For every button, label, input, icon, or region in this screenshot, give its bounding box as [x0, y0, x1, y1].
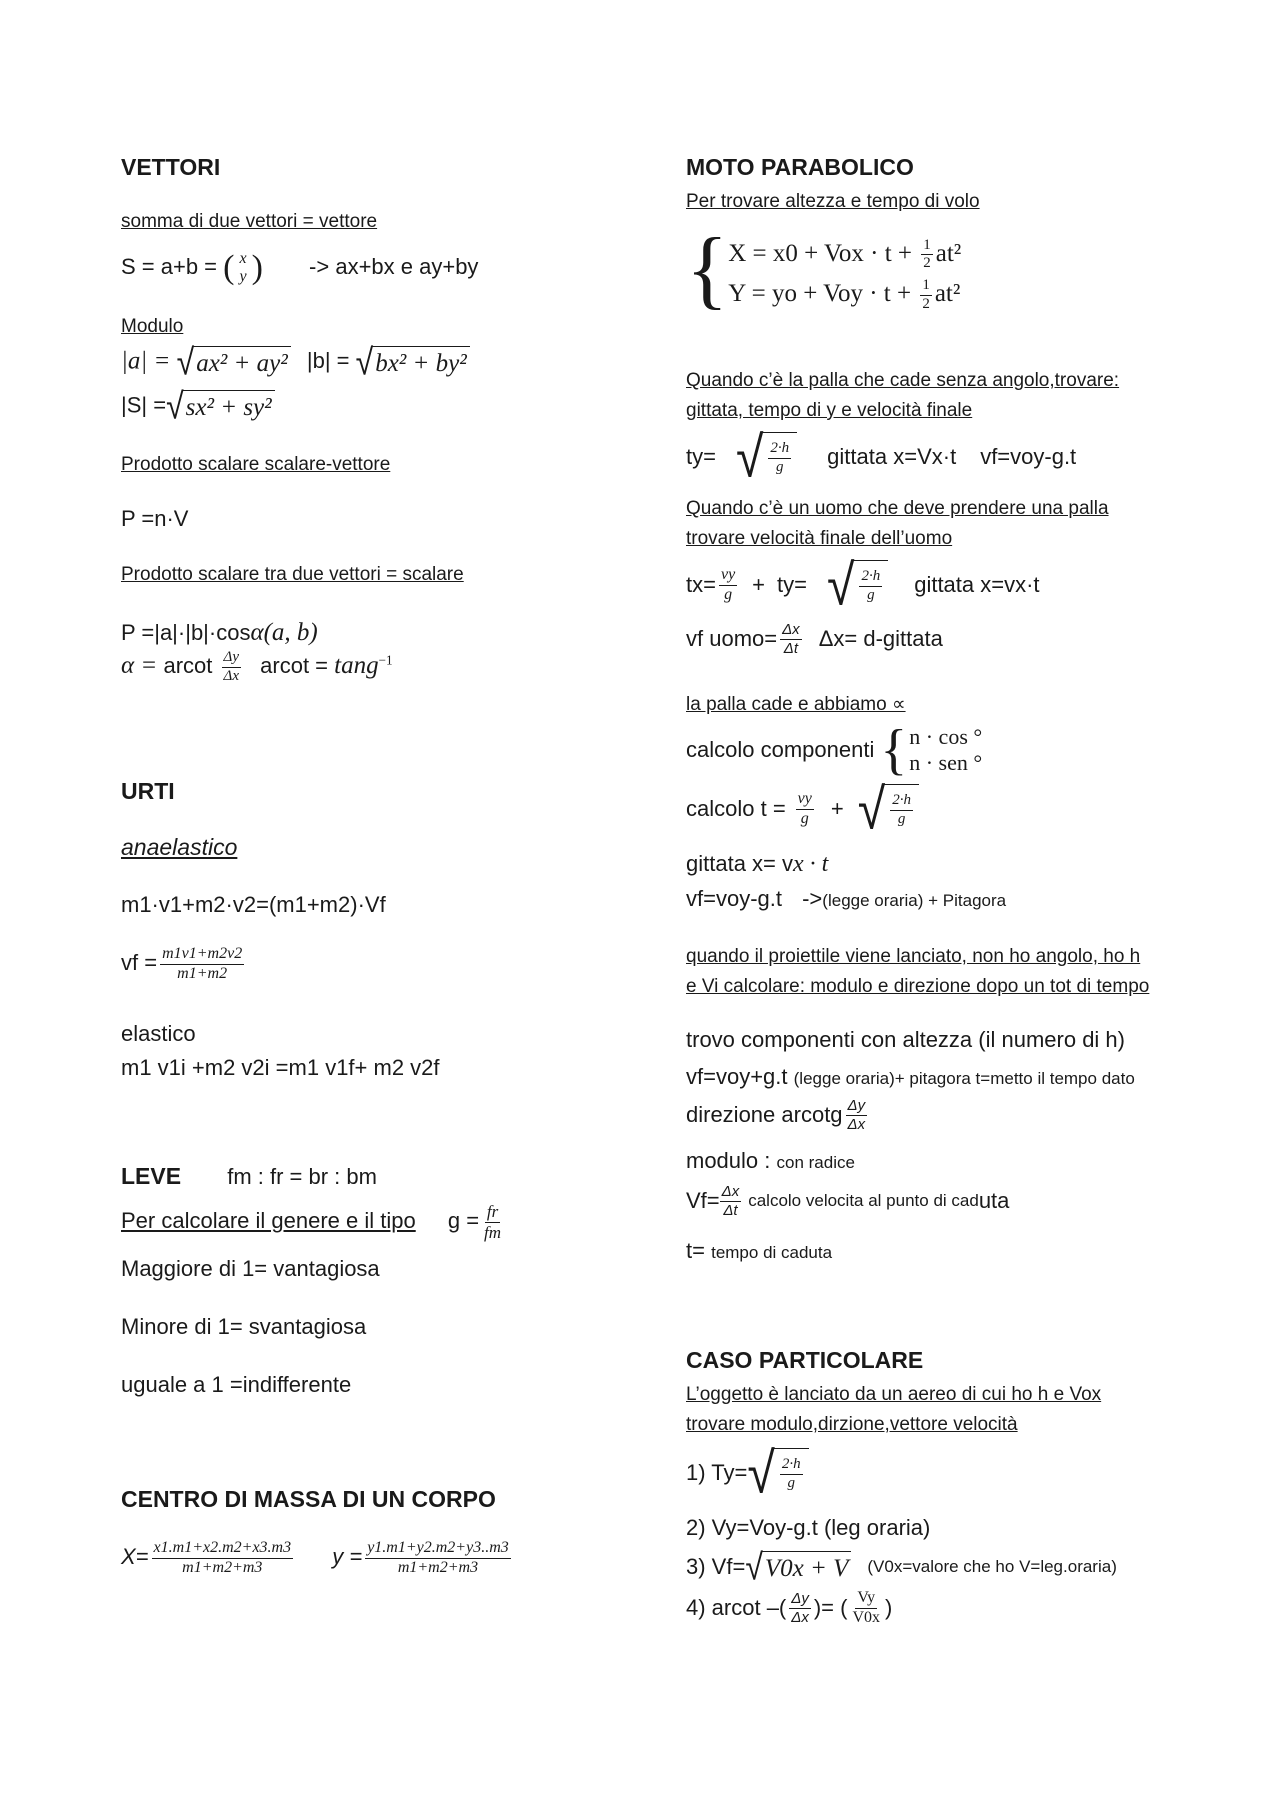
- moto-system: [686, 221, 962, 318]
- alpha-den: Δx: [223, 667, 240, 684]
- mod-a: |a| =: [121, 347, 177, 375]
- vf-frac: [160, 946, 244, 983]
- mod-s-rad-body: sx² + sy²: [183, 390, 275, 423]
- nsen: n · sen °: [909, 750, 983, 775]
- caso-s4: [686, 1590, 892, 1627]
- system-brace: {: [686, 221, 729, 318]
- s4-den2: V0x: [852, 1608, 881, 1626]
- moto-label5b: e Vi calcolare: modulo e direzione dopo un tot di tempo: [686, 976, 1150, 997]
- t-note: tempo di caduta: [711, 1243, 833, 1262]
- modulo: modulo :: [686, 1148, 771, 1173]
- tx-line: [686, 552, 1040, 618]
- modulo-label: Modulo: [121, 316, 184, 337]
- leve-calc-label: Per calcolare il genere e il tipo: [121, 1208, 416, 1234]
- direzione-num: Δy: [847, 1097, 866, 1114]
- leve-maggiore: Maggiore di 1= vantagiosa: [121, 1256, 380, 1281]
- calct-rad-frac: [890, 793, 913, 828]
- vf3-line: [686, 886, 1006, 912]
- s1-num: 2·h: [780, 1457, 803, 1475]
- calct-line: [686, 776, 919, 842]
- modulo-formula-s: [121, 385, 275, 427]
- ty-frac: [768, 441, 791, 476]
- calct-label: calcolo t =: [686, 795, 786, 821]
- sqrt-sign: √: [166, 385, 184, 427]
- gittata3-xt: x · t: [793, 851, 829, 877]
- vf5-line: [686, 1064, 1135, 1090]
- eq-y-half: [920, 278, 932, 313]
- calct-den: g: [800, 809, 809, 827]
- s4-frac2: [850, 1590, 882, 1627]
- paren-close: ): [251, 249, 263, 286]
- vf1: vf=voy-g.t: [980, 443, 1077, 469]
- tx-den: g: [724, 585, 733, 603]
- y-lhs: y =: [332, 1544, 363, 1570]
- prod2-b: α(a, b): [250, 619, 318, 646]
- prod2-label: Prodotto scalare tra due vettori = scalare: [121, 564, 464, 585]
- trovo-line: trovo componenti con altezza (il numero di h): [686, 1027, 1125, 1052]
- vf-num: m1v1+m2v2: [160, 946, 244, 965]
- gittata3: gittata x= v: [686, 851, 794, 876]
- sqrt-sign: √: [355, 341, 374, 383]
- caso-title: CASO PARTICOLARE: [686, 1347, 924, 1373]
- comp-line: [686, 719, 983, 781]
- system-eqs: [728, 238, 961, 313]
- x-frac: [152, 1540, 294, 1577]
- half-den: 2: [923, 255, 931, 272]
- ty-label: ty=: [686, 443, 716, 469]
- s3-rad-body: V0x + V: [762, 1551, 852, 1584]
- tx-label: tx=: [686, 571, 716, 597]
- sqrt-sign: √: [735, 424, 764, 490]
- Vf-line: [686, 1184, 1009, 1219]
- direzione: direzione arcotg: [686, 1102, 843, 1128]
- s1-den: g: [787, 1475, 795, 1491]
- calct-rad: [857, 776, 919, 842]
- anaelastico-label: anaelastico: [121, 834, 238, 860]
- sum-label: somma di due vettori = vettore: [121, 211, 378, 232]
- leve-line: [121, 1163, 377, 1191]
- sqrt-sign: √: [747, 1440, 775, 1506]
- comp-brace: {: [880, 719, 908, 781]
- alpha-rhs: arcot =: [260, 653, 335, 679]
- ty2-frac: [859, 569, 882, 604]
- alpha-formula: [121, 650, 393, 685]
- sum-formula: [121, 248, 478, 289]
- calct-plus: +: [830, 795, 844, 821]
- vfuomo-num: Δx: [782, 621, 800, 638]
- x-num: x1.m1+x2.m2+x3.m3: [152, 1540, 294, 1559]
- alpha-lhs: α =: [121, 652, 164, 680]
- s1-rad-body: [774, 1448, 809, 1498]
- tang: tang: [334, 652, 379, 680]
- vfuomo-label: vf uomo=: [686, 626, 778, 652]
- modulo-note: con radice: [776, 1153, 855, 1172]
- half-num: 1: [920, 278, 932, 296]
- calct-rad-body: [884, 784, 919, 834]
- direzione-frac: [846, 1098, 868, 1133]
- elastico-label: elastico: [121, 1021, 196, 1046]
- leve-ratio: fm : fr = br : bm: [227, 1164, 377, 1189]
- mod-a-rad-body: ax² + ay²: [193, 346, 291, 379]
- mod-b-rad-body: bx² + by²: [372, 346, 470, 379]
- eq-y-text: Y = yo + Voy · t +: [728, 279, 918, 307]
- tx-plus: +: [752, 571, 766, 597]
- vf-den: m1+m2: [177, 964, 228, 982]
- vf-formula: [121, 946, 247, 983]
- ty-num: 2·h: [768, 441, 791, 459]
- direzione-den: Δx: [847, 1115, 866, 1133]
- ty2-rad-body: [853, 560, 888, 610]
- calct-frac: [796, 791, 814, 828]
- vf-lhs: vf =: [121, 950, 158, 976]
- caso-label-a: L’oggetto è lanciato da un aereo di cui ho h e Vox: [686, 1384, 1102, 1405]
- sqrt-sign: √: [827, 552, 855, 618]
- s4-mid: )= (: [813, 1595, 848, 1621]
- moto-label1: Per trovare altezza e tempo di volo: [686, 191, 980, 212]
- g-lhs: g =: [447, 1208, 480, 1234]
- sum-bot: y: [239, 268, 247, 286]
- calc-comp: calcolo componenti: [686, 736, 875, 762]
- moto-label2a: Quando c’è la palla che cade senza angolo,trovare:: [686, 370, 1120, 391]
- mod-s-rad: [166, 385, 275, 427]
- ty2-num: 2·h: [859, 569, 882, 587]
- prod2-a: P =|a|·|b|·cos: [121, 620, 251, 645]
- gittata2: gittata x=vx·t: [914, 571, 1040, 597]
- vf3-arrow: ->: [802, 886, 823, 911]
- ty2-den: g: [867, 587, 875, 603]
- vf5-note: (legge oraria)+ pitagora t=metto il tempo dato: [793, 1069, 1135, 1088]
- Vf-num: Δx: [721, 1183, 740, 1200]
- alpha-mid: arcot: [163, 653, 213, 679]
- gittata3-line: [686, 850, 828, 879]
- s4-end: ): [885, 1595, 893, 1621]
- alpha-num: Δy: [222, 650, 241, 668]
- s3-rad: [745, 1546, 851, 1588]
- y-frac: [365, 1540, 511, 1577]
- s4-label: 4) arcot –(: [686, 1595, 787, 1621]
- modulo-line: [686, 1148, 855, 1174]
- mod-s: |S| =: [121, 392, 167, 418]
- sum-rhs: -> ax+bx e ay+by: [309, 254, 479, 280]
- vf5: vf=voy+g.t: [686, 1064, 788, 1089]
- sqrt-sign: √: [176, 341, 195, 383]
- Vf-label: Vf=: [686, 1188, 720, 1214]
- direzione-line: [686, 1098, 870, 1133]
- caso-s1: [686, 1440, 809, 1506]
- Vf-den: Δt: [723, 1201, 738, 1219]
- vfuomo-den: Δt: [783, 639, 799, 657]
- g-frac: [482, 1203, 503, 1242]
- moto-title: MOTO PARABOLICO: [686, 154, 914, 180]
- vfuomo-frac: [780, 622, 802, 657]
- mod-b-rad: [355, 341, 470, 383]
- tx-frac: [719, 567, 737, 604]
- t-eq: t=: [686, 1238, 705, 1263]
- s4-num1: Δy: [791, 1590, 809, 1608]
- sqrt-sign: √: [857, 776, 886, 842]
- s4-num2: Vy: [855, 1590, 877, 1609]
- tx-num: vy: [719, 567, 737, 586]
- half-num: 1: [921, 238, 933, 256]
- moto-label2b: gittata, tempo di y e velocità finale: [686, 400, 973, 421]
- s3-label: 3) Vf=: [686, 1554, 746, 1580]
- moto-label5a: quando il proiettile viene lanciato, non ho angolo, ho h: [686, 946, 1141, 967]
- tang-exp: −1: [378, 652, 393, 668]
- ty-line: [686, 424, 1077, 490]
- s1-frac: [780, 1457, 803, 1492]
- gittata1: gittata x=Vx·t: [827, 443, 957, 469]
- calc-vel-b: uta: [978, 1188, 1010, 1214]
- sum-vector: [237, 251, 248, 287]
- g-den: fm: [484, 1222, 502, 1242]
- vf3-note: (legge oraria) + Pitagora: [822, 891, 1007, 910]
- s4-frac1: [789, 1591, 811, 1626]
- paren-open: (: [223, 249, 235, 286]
- urti-title: URTI: [121, 778, 175, 804]
- Vf-frac: [720, 1184, 742, 1219]
- x-lhs: X=: [121, 1544, 149, 1570]
- half-den: 2: [922, 295, 930, 312]
- mod-b: |b| =: [306, 348, 350, 374]
- s1-label: 1) Ty=: [686, 1459, 748, 1485]
- vfuomo-line: [686, 622, 943, 657]
- calct-num: vy: [796, 791, 814, 810]
- prod1-label: Prodotto scalare scalare-vettore: [121, 454, 391, 475]
- sum-lhs: S = a+b =: [121, 254, 218, 280]
- prod2-formula: [121, 618, 318, 648]
- ty-den: g: [776, 459, 784, 475]
- caso-label-b: trovare modulo,dirzione,vettore velocità: [686, 1414, 1018, 1435]
- leve-calc: [121, 1203, 506, 1242]
- calc-vel: calcolo velocita al punto di cad: [748, 1191, 979, 1211]
- calct-rad-den: g: [897, 811, 906, 827]
- mod-a-rad: [176, 341, 291, 383]
- sqrt-sign: √: [745, 1546, 763, 1588]
- caso-s2: 2) Vy=Voy-g.t (leg oraria): [686, 1515, 931, 1540]
- leve-minore: Minore di 1= svantagiosa: [121, 1314, 367, 1339]
- g-num: fr: [486, 1202, 499, 1221]
- s1-rad: [747, 1440, 808, 1506]
- centro-title: CENTRO DI MASSA DI UN CORPO: [121, 1486, 496, 1512]
- eq-x-text: X = x0 + Vox · t +: [728, 239, 919, 267]
- sum-top: x: [239, 249, 247, 267]
- eq-y-at2: at²: [934, 279, 961, 307]
- ty-rad-body: [762, 432, 797, 482]
- y-num: y1.m1+y2.m2+y3..m3: [365, 1540, 511, 1559]
- ncos: n · cos °: [909, 723, 983, 749]
- s3-note: (V0x=valore che ho V=leg.oraria): [867, 1557, 1117, 1577]
- centro-formulas: [121, 1540, 514, 1577]
- moto-label4: la palla cade e abbiamo ∝: [686, 694, 906, 715]
- prod1-formula: P =n·V: [121, 506, 189, 531]
- urti-eq1: m1·v1+m2·v2=(m1+m2)·Vf: [121, 892, 386, 917]
- eq-x-half: [921, 238, 933, 273]
- urti-eq2: m1 v1i +m2 v2i =m1 v1f+ m2 v2f: [121, 1055, 440, 1080]
- ty2-label: ty=: [777, 571, 807, 597]
- t-line: [686, 1238, 832, 1264]
- moto-label3a: Quando c’è un uomo che deve prendere una palla: [686, 498, 1109, 519]
- eq-y: [728, 278, 961, 313]
- alpha-frac: [222, 650, 241, 685]
- eq-x-at2: at²: [935, 239, 962, 267]
- eq-x: [728, 238, 961, 273]
- moto-label3b: trovare velocità finale dell’uomo: [686, 528, 953, 549]
- ty-rad: [735, 424, 797, 490]
- vettori-title: VETTORI: [121, 154, 221, 180]
- leve-title: LEVE: [121, 1163, 182, 1189]
- calct-rad-num: 2·h: [890, 793, 913, 811]
- y-den: m1+m2+m3: [397, 1558, 479, 1576]
- comp-eqs: [909, 724, 982, 777]
- vf3: vf=voy-g.t: [686, 886, 782, 911]
- caso-s3: [686, 1546, 1117, 1588]
- ty2-rad: [827, 552, 888, 618]
- dxd: Δx= d-gittata: [818, 626, 943, 652]
- x-den: m1+m2+m3: [182, 1558, 263, 1576]
- modulo-formula-ab: [121, 341, 470, 383]
- leve-uguale: uguale a 1 =indifferente: [121, 1372, 352, 1397]
- s4-den1: Δx: [791, 1608, 809, 1626]
